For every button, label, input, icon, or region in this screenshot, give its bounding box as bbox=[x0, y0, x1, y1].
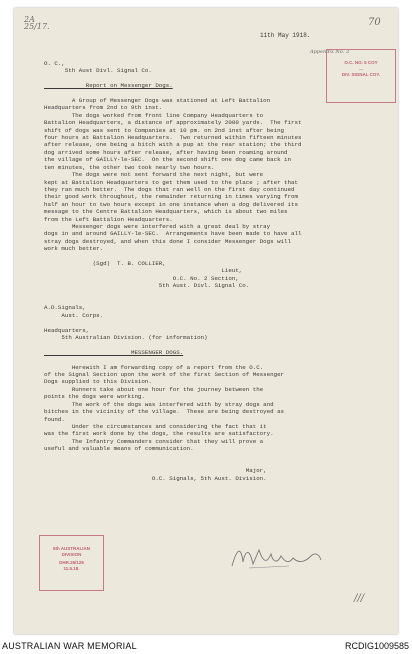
text-line: MESSENGER DOGS. bbox=[44, 348, 184, 356]
footer-right: RCDIG1009585 bbox=[344, 641, 409, 651]
text-line bbox=[44, 341, 301, 348]
text-line: Headquarters from 2nd to 9th inst. bbox=[44, 104, 163, 112]
appendix-note: Appendix No. 3 bbox=[310, 49, 350, 55]
text-line: (Sgd) T. B. COLLIER, bbox=[44, 259, 166, 267]
text-line: kept at Battalion Headquarters to get them used to the place ; after that bbox=[44, 178, 298, 186]
document-date: 11th May 1918. bbox=[260, 32, 311, 39]
text-line bbox=[44, 75, 301, 82]
text-line: Headquarters, bbox=[44, 326, 90, 334]
text-line bbox=[44, 297, 301, 304]
text-line: the village of GAILLY-le-SEC. On the second shift one dog came back in bbox=[44, 156, 291, 164]
text-line: their good work throughout, the remainder returning in times varying from bbox=[44, 193, 298, 201]
text-line: four hours at Battalion Headquarters. Two returned within fifteen minutes bbox=[44, 134, 302, 142]
unit-stamp: O.C. NO. 5 COY ... DIV. SIGNAL COY. bbox=[326, 49, 396, 103]
text-line: 5th Aust Divl. Signal Co. bbox=[44, 67, 152, 75]
text-line: found. bbox=[44, 415, 65, 423]
text-line bbox=[44, 290, 301, 297]
text-line: stray dogs destroyed, and when this done I consider Messenger Dogs will bbox=[44, 237, 291, 245]
text-line: The dogs worked from front line Company Headquarters to bbox=[44, 111, 264, 119]
text-line: bitches in the vicinity of the village. These are being destroyed as bbox=[44, 408, 285, 416]
text-line: O. C., bbox=[44, 60, 65, 67]
text-line: from the Left Battalion Headquarters. bbox=[44, 215, 173, 223]
text-line: was the first work done by the dogs, the results are satisfactory. bbox=[44, 430, 274, 438]
text-line bbox=[44, 453, 301, 460]
text-line: ten minutes, the other two took nearly two hours. bbox=[44, 163, 215, 171]
text-line: O.C. No. 2 Section, bbox=[44, 274, 239, 282]
text-line: Under the circumstances and considering the fact that it bbox=[44, 422, 267, 430]
text-line: Messenger dogs were interfered with a great deal by stray bbox=[44, 222, 271, 230]
text-line bbox=[44, 319, 301, 326]
text-line: Lieut, bbox=[44, 267, 243, 275]
text-line: Aust. Corps. bbox=[44, 311, 104, 319]
archive-footer bbox=[0, 640, 412, 654]
text-line: dogs in and around GAILLY-le-SEC. Arrangements have been made to have all bbox=[44, 230, 302, 238]
text-line: The Infantry Commanders consider that they will prove a bbox=[44, 437, 264, 445]
text-line: Dogs supplied to this Division. bbox=[44, 378, 152, 386]
division-stamp: 5th AUSTRALIAN DIVISION DHR.26/126 11.5.18. bbox=[39, 535, 104, 591]
text-line: work much better. bbox=[44, 245, 104, 253]
text-line: O.C. Signals, 5th Aust. Division. bbox=[44, 474, 267, 482]
text-line: A Group of Messenger Dogs was stationed at Left Battalion bbox=[44, 97, 271, 105]
text-line: half an hour to two hours except in one instance when a dog delivered its bbox=[44, 200, 298, 208]
top-right-number: 70 bbox=[368, 17, 381, 28]
text-line: Runners take about one hour for the journey between the bbox=[44, 385, 264, 393]
bottom-right-mark: /// bbox=[354, 593, 365, 604]
text-line: of the Signal Section upon the work of the first Section of Messenger bbox=[44, 371, 285, 379]
text-line: 5th Aust. Divl. Signal Co. bbox=[44, 282, 250, 290]
text-line: they ran much better. The dogs that ran well on the first day continued bbox=[44, 185, 295, 193]
text-line: The dogs were not sent forward the next night, but were bbox=[44, 171, 264, 179]
text-line: shift of dogs was sent to Companies at 10 pm. on 2nd inst after being bbox=[44, 126, 285, 134]
text-line: Herewith I am forwarding copy of a report from the O.C. bbox=[44, 363, 264, 371]
signature bbox=[229, 542, 324, 572]
text-line bbox=[44, 460, 301, 467]
text-line: Report on Messenger Dogs. bbox=[44, 82, 173, 90]
text-line bbox=[44, 253, 301, 260]
top-left-note: 2A 25/17. bbox=[24, 15, 50, 31]
text-line: Major, bbox=[44, 467, 267, 475]
text-line: The work of the dogs was interfered with by stray dogs and bbox=[44, 400, 274, 408]
text-line: message to the Centre Battalion Headquarters, which is about two miles bbox=[44, 208, 288, 216]
text-line bbox=[44, 90, 301, 97]
letter-body bbox=[44, 60, 301, 482]
text-line: 5th Australian Division. (for information) bbox=[44, 334, 208, 342]
text-line: dog arrived some hours after release, after having been roaming around bbox=[44, 148, 288, 156]
text-line: after release, one being a bitch with a pup at the rear station; the third bbox=[44, 141, 302, 149]
text-line: Battalion Headquarters, a distance of approximately 2000 yards. The first bbox=[44, 119, 302, 127]
text-line bbox=[44, 356, 301, 363]
text-line: useful and valuable means of communication. bbox=[44, 445, 194, 453]
text-line: A.D.Signals, bbox=[44, 304, 86, 312]
text-line: points the dogs were working. bbox=[44, 393, 145, 401]
footer-left: AUSTRALIAN WAR MEMORIAL bbox=[2, 641, 137, 651]
document-page bbox=[14, 8, 398, 634]
